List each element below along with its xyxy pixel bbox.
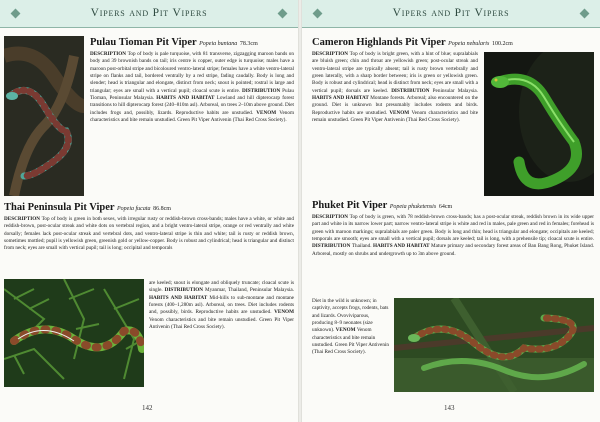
- distribution-text: Myanmar, Thailand, Peninsular Malaysia.: [204, 287, 294, 294]
- scientific-name: Popeia phuketensis: [389, 204, 437, 210]
- species-text-continued: [149, 280, 294, 331]
- species-title: [312, 200, 594, 211]
- description-text: Top of body is green in both sexes, with irregular rusty or reddish-brown cross-bands; males have a white, or white and reddish-brown, post-ocular streak and white dots on vertebral region, and a bright ventro-lateral stripe, orange or red ventrally and white dorsally; females lack post-ocular streak and vertebral dots, and ventro-lateral stripe is thin and white; tail is rusty or reddish brown, sometimes mottled; pupil is yellowish green, greenish gold or yellow-copper. Body is robust and cylindrical; head is triangular and distinct from neck; eyes are small with vertical pupil; tail is long; occipital and temporals: [4, 216, 294, 252]
- species-title: [90, 37, 294, 48]
- species-3-block: [312, 51, 478, 124]
- venom-text: Venom characteristics and bite remain unstudied. Green Pit Viper Antivenin (Thai Red Cross Society).: [90, 109, 294, 124]
- label-habits: HABITS AND HABITAT: [149, 294, 210, 301]
- label-venom: VENOM: [389, 109, 412, 116]
- right-header-title: Vipers and Pit Vipers: [392, 7, 510, 19]
- label-description: DESCRIPTION: [312, 214, 350, 220]
- description-text: Top of body is bright green, with a hint of blue; supralabials are bluish green; chin and throat are yellowish green; post-ocular streak and ventro-lateral stripe are typically absent; tail is rusty brown vertebrally and green laterally, with a sharp border between; iris is green or yellowish green. Body is robust and cylindrical; head is distinct from neck; eyes are small with a vertical pupil; dorsals are keeled.: [312, 51, 478, 94]
- left-page-header: [0, 0, 298, 28]
- species-4-wrap-column: [312, 298, 390, 357]
- label-habits: HABITS AND HABITAT: [312, 95, 371, 102]
- label-venom: VENOM: [335, 327, 357, 334]
- distribution-text: Thailand.: [351, 243, 372, 250]
- species-title: [4, 202, 294, 213]
- species-3-title-row: [312, 37, 592, 48]
- page-number: 142: [142, 404, 153, 412]
- species-text: [90, 51, 294, 124]
- label-habits: HABITS AND HABITAT: [156, 95, 217, 102]
- description-text: Top of body is pale turquoise, with 81 transverse, zigzagging maroon bands on body and 39 brownish bands on tail; iris centre is copper, outer edge is turquoise; males have a maroon post-orbital stripe and bicoloured ventro-lateral stripe; females have a white ventro-lateral stripe on flanks and tail, bordered ventrally by a red stripe, fading caudally. Body is long and slender; head is triangular and elongate, distinct from neck; snout is pointed; rostral is large and triangular; eyes are small with a vertical pupil; cloacal scute is entire.: [90, 51, 294, 94]
- label-description: DESCRIPTION: [90, 51, 128, 57]
- description-text-continued: are keeled; snout is elongate and obliquely truncate; cloacal scute is single.: [149, 280, 294, 294]
- species-1-block: [90, 37, 294, 124]
- scientific-name: Popeia nebularis: [448, 41, 490, 47]
- label-habits: HABITS AND HABITAT: [373, 243, 432, 250]
- species-text-continued: [312, 298, 390, 357]
- habits-text: Lowland and hill dipterocarp forest transitions to hill dipterocarp forest (240–810m asl). Arboreal, on trees 2–10m above ground. Diet includes frogs and, possibly, lizards. Reproductive habits are unstudied.: [90, 95, 295, 116]
- right-page: [302, 0, 600, 422]
- body-length: 100.2cm: [491, 41, 513, 47]
- label-venom: VENOM: [256, 109, 280, 116]
- page-number: 143: [444, 404, 455, 412]
- venom-text: Venom characteristics and bite remain unstudied. Green Pit Viper Antivenin (Thai Red Cross Society).: [312, 109, 479, 124]
- species-text: [312, 214, 594, 258]
- species-text: [312, 51, 478, 124]
- body-length: 64cm: [438, 204, 453, 210]
- species-title: [312, 37, 592, 48]
- distribution-text: Peninsular Malaysia.: [432, 87, 479, 94]
- species-2-block: [4, 202, 294, 253]
- species-2-wrap-column: [149, 280, 294, 331]
- label-distribution: DISTRIBUTION: [312, 243, 352, 250]
- thai-peninsula-pit-viper-photo: [4, 279, 144, 387]
- description-text: Top of body is green, with 78 reddish-brown cross-bands; has a post-ocular streak, reddish brown in its wide upper part and white in its narrow lower part; narrow ventro-lateral stripe is white and red in males, pale green and red in females; forehead is green with maroon markings; supralabials are paler green. Body is long and thin; head is triangular and elongate; occipitals are keeled; temporals are smooth; eyes are small with a vertical pupil; dorsals are keeled; tail is long, with a prehensile tip; cloacal scute is entire.: [312, 214, 594, 243]
- distribution-text: Pulau Tioman, Peninsular Malaysia.: [90, 87, 294, 102]
- species-4-block: [312, 200, 594, 258]
- body-length: 78.3cm: [239, 41, 258, 47]
- body-length: 86.8cm: [153, 206, 171, 212]
- cameron-highlands-pit-viper-photo: [484, 52, 594, 196]
- species-name: Thai Peninsula Pit Viper: [4, 202, 115, 213]
- left-header-title: Vipers and Pit Vipers: [90, 7, 208, 19]
- species-name: Phuket Pit Viper: [312, 200, 388, 211]
- scientific-name: Popeia buniana: [199, 41, 238, 47]
- label-distribution: DISTRIBUTION: [164, 287, 205, 294]
- label-distribution: DISTRIBUTION: [391, 87, 433, 94]
- habits-text: Montane forests. Arboreal; also encountered on the ground. Diet is unknown but presumably includes rodents and birds. Reproductive habits are unstudied.: [312, 95, 478, 116]
- venom-text: Venom characteristics and bite remain unstudied. Green Pit Viper Antivenin (Thai Red Cross Society).: [312, 327, 389, 356]
- species-name: Pulau Tioman Pit Viper: [90, 37, 197, 48]
- venom-text: Venom characteristics and bite remain unstudied. Green Pit Viper Antivenin (Thai Red Cross Society).: [149, 316, 294, 331]
- habits-text: Mid-hills to sub-montane and montane forests (400–1,280m asl). Arboreal, on trees. Diet includes rodents and, possibly, birds. Reproductive habits are unstudied.: [149, 294, 294, 316]
- right-page-header: [302, 0, 600, 28]
- species-name: Cameron Highlands Pit Viper: [312, 37, 446, 48]
- diet-text: Diet in the wild is unknown; in captivity, accepts frogs, rodents, bats and lizards. Ovoviviparous, producing 8–9 neonates (size unknown).: [312, 298, 389, 334]
- scientific-name: Popeia fucata: [117, 206, 151, 212]
- pulau-tioman-pit-viper-photo: [4, 36, 84, 196]
- species-text: [4, 216, 294, 253]
- label-description: DESCRIPTION: [4, 216, 42, 222]
- label-distribution: DISTRIBUTION: [241, 87, 283, 94]
- label-venom: VENOM: [274, 309, 294, 316]
- phuket-pit-viper-photo: [394, 298, 594, 392]
- label-description: DESCRIPTION: [312, 51, 350, 57]
- left-page: [0, 0, 298, 422]
- habits-text: Mature primary and secondary forest areas of Ban Bang Rong, Phuket Island. Arboreal, mostly on shrubs and undergrowth up to 3m above ground.: [312, 243, 595, 257]
